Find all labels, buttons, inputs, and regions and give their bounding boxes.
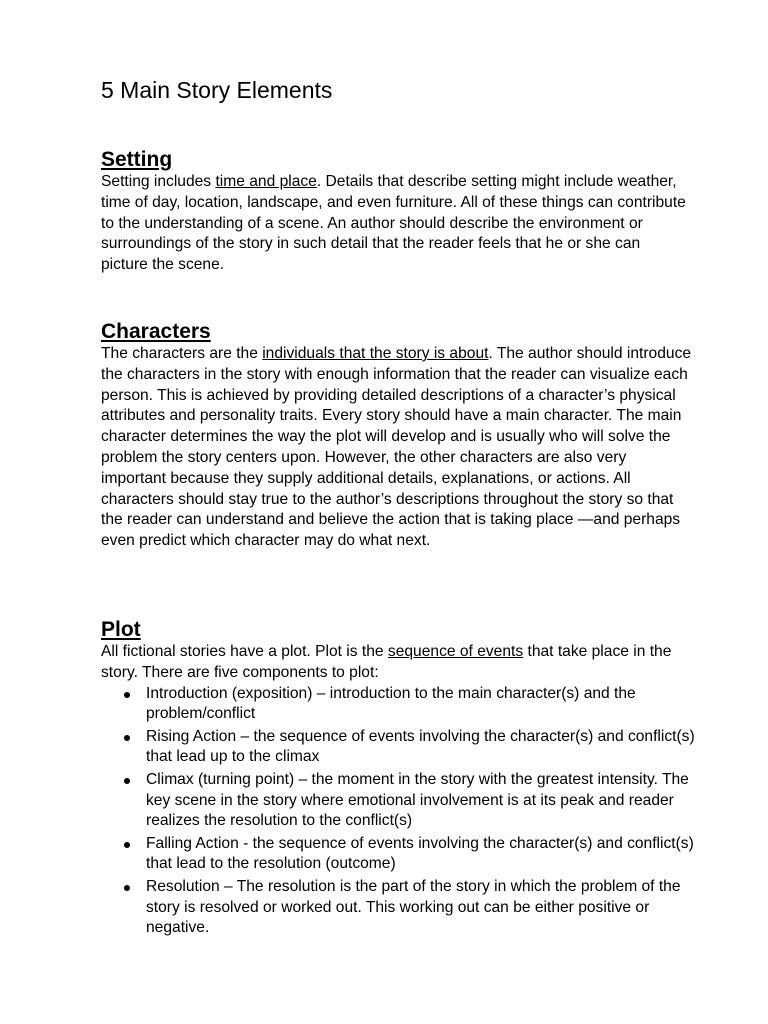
bullet-icon — [124, 842, 130, 848]
list-item-text: Resolution – The resolution is the part of the story in which the problem of the story is resolved or worked out. This working out can be either positive or negative. — [146, 877, 681, 937]
bullet-icon — [124, 885, 130, 891]
list-item — [101, 877, 699, 939]
section-plot — [101, 618, 701, 941]
setting-paragraph — [101, 172, 691, 276]
plot-underlined-phrase: sequence of events — [387, 643, 524, 660]
plot-paragraph — [101, 642, 699, 684]
list-item — [101, 727, 699, 769]
section-characters — [101, 320, 701, 552]
plot-heading: Plot — [101, 618, 141, 641]
list-item-text: Introduction (exposition) – introduction to the main character(s) and the problem/conflict — [146, 684, 636, 723]
bullet-icon — [124, 735, 130, 741]
characters-heading: Characters — [101, 320, 211, 343]
characters-underlined-phrase: individuals that the story is about — [262, 345, 489, 362]
list-item-text: Rising Action – the sequence of events involving the character(s) and conflict(s) that lead up to the climax — [146, 727, 695, 766]
document-page — [101, 76, 701, 937]
list-item — [101, 770, 699, 832]
section-setting — [101, 148, 701, 276]
list-item-text: Falling Action - the sequence of events involving the character(s) and conflict(s) that lead to the resolution (outcome) — [146, 834, 694, 873]
bullet-icon — [124, 778, 130, 784]
characters-paragraph — [101, 344, 693, 552]
list-item — [101, 834, 699, 876]
document-title: 5 Main Story Elements — [101, 77, 333, 103]
characters-text-before: The characters are the — [101, 345, 263, 362]
setting-text-before: Setting includes — [101, 173, 216, 190]
setting-heading: Setting — [101, 148, 173, 171]
characters-text-after: . The author should introduce the characters in the story with enough information that the reader can visualize each person. This is achieved by providing detailed descriptions of a character’s physical attributes and personality traits. Every story should have a main character. The main character determines the way the plot will develop and is usually who will solve the problem the story centers upon. However, the other characters are also very important because they supply additional details, explanations, or actions. All characters should stay true to the author’s descriptions throughout the story so that the reader can understand and believe the action that is taking place —and perhaps even predict which character may do what next. — [101, 345, 692, 550]
plot-components-list — [101, 684, 699, 940]
list-item-text: Climax (turning point) – the moment in the story with the greatest intensity. The key scene in the story where emotional involvement is at its peak and reader realizes the resolution to the conflict(s) — [146, 770, 689, 830]
plot-text-before: All fictional stories have a plot. Plot is the — [101, 643, 388, 660]
plot-text-after: that take place in the story. There are five components to plot: — [101, 643, 672, 681]
setting-underlined-phrase: time and place — [215, 173, 317, 190]
list-item — [101, 684, 699, 726]
bullet-icon — [124, 692, 130, 698]
setting-text-after: . Details that describe setting might include weather, time of day, location, landscape, and even furniture. All of these things can contribute to the understanding of a scene. An author should describe the environment or surroundings of the story in such detail that the reader feels that he or she can picture the scene. — [101, 173, 686, 274]
